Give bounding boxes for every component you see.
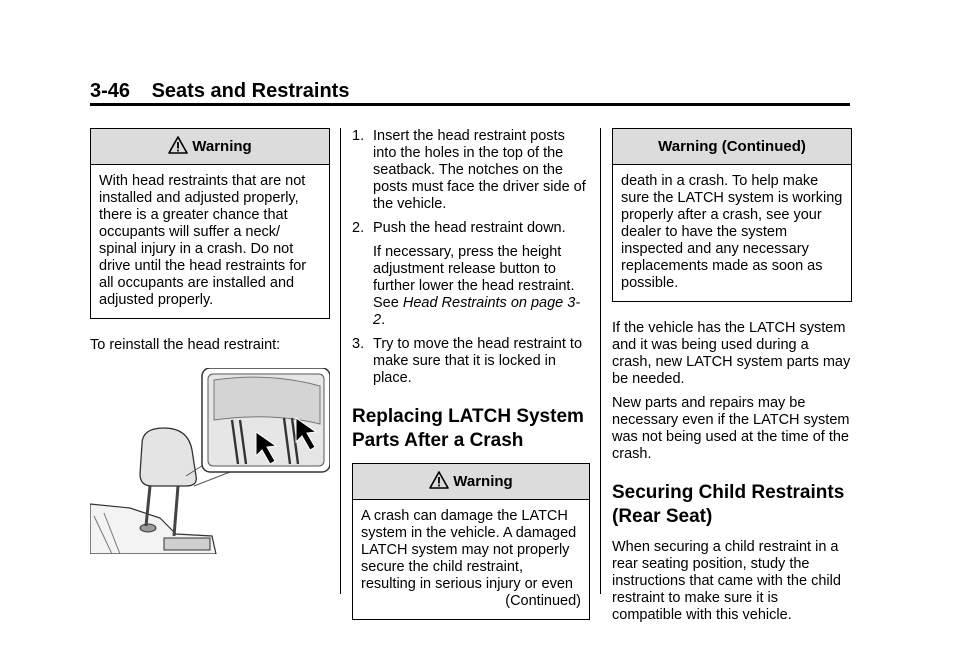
warning-triangle-icon — [168, 136, 188, 154]
intro-text: To reinstall the head restraint: — [90, 337, 281, 353]
continued-label: (Continued) — [505, 593, 581, 609]
paragraph: When securing a child restraint in a rear seating position, study the instructions that came with the child restraint to make sure it is compatible with this vehicle. — [612, 539, 841, 623]
warning-body — [353, 500, 589, 619]
step-text: Try to move the head restraint to make sure that it is locked in place. — [373, 336, 583, 386]
warning-triangle-icon — [429, 471, 449, 489]
head-restraint-illustration — [90, 368, 330, 554]
warning-title: Warning — [453, 473, 513, 490]
warning-text: A crash can damage the LATCH system in the vehicle. A damaged LATCH system may not properly secure the child restraint, resulting in serious injury or even — [361, 508, 577, 592]
step-item — [352, 128, 590, 213]
warning-text: death in a crash. To help make sure the LATCH system is working properly after a crash, see your dealer to have the system inspected and any necessary replacements made as soon as possible. — [621, 173, 843, 291]
warning-header — [353, 464, 589, 500]
warning-box-continued — [612, 128, 852, 302]
paragraph: If the vehicle has the LATCH system and it was being used during a crash, new LATCH system parts may be needed. — [612, 320, 851, 387]
section-title: Seats and Restraints — [151, 80, 350, 102]
warning-header — [91, 129, 329, 165]
cross-reference-link[interactable]: Head Restraints on page 3-2 — [373, 295, 581, 328]
step-2-note — [352, 244, 590, 329]
page-header — [90, 80, 349, 103]
paragraph: New parts and repairs may be necessary even if the LATCH system was not being used at the time of the crash. — [612, 395, 850, 462]
warning-title: Warning — [192, 138, 252, 155]
section-heading: Replacing LATCH System Parts After a Crash — [352, 406, 584, 451]
reinstall-steps — [352, 128, 590, 237]
reinstall-steps-continued — [352, 336, 590, 387]
warning-text: With head restraints that are not installed and adjusted properly, there is a greater chance that occupants will suffer a neck/ spinal injury in a crash. Do not drive until the head restraints for all occupants are installed and adjusted properly. — [99, 173, 307, 308]
step-text: Insert the head restraint posts into the holes in the top of the seatback. The notches on the posts must face the driver side of the vehicle. — [373, 128, 586, 212]
step-2-note-end: . — [381, 312, 386, 328]
column-1 — [90, 128, 330, 354]
column-divider — [600, 128, 601, 594]
warning-header: Warning (Continued) — [613, 129, 851, 165]
warning-box — [90, 128, 330, 319]
column-divider — [340, 128, 341, 594]
page-number: 3-46 — [90, 80, 131, 102]
step-text: Push the head restraint down. — [373, 220, 566, 236]
column-3 — [612, 128, 852, 624]
header-rule — [90, 103, 850, 106]
step-number: 3. — [352, 336, 365, 352]
step-2-note-text: If necessary, press the height adjustment release button to further lower the head restraint. See — [373, 244, 575, 311]
step-number: 2. — [352, 220, 365, 236]
step-item — [352, 220, 590, 237]
column-2 — [352, 128, 590, 620]
warning-box — [352, 463, 590, 620]
step-item — [352, 336, 590, 387]
step-number: 1. — [352, 128, 365, 144]
section-heading: Securing Child Restraints (Rear Seat) — [612, 482, 845, 527]
